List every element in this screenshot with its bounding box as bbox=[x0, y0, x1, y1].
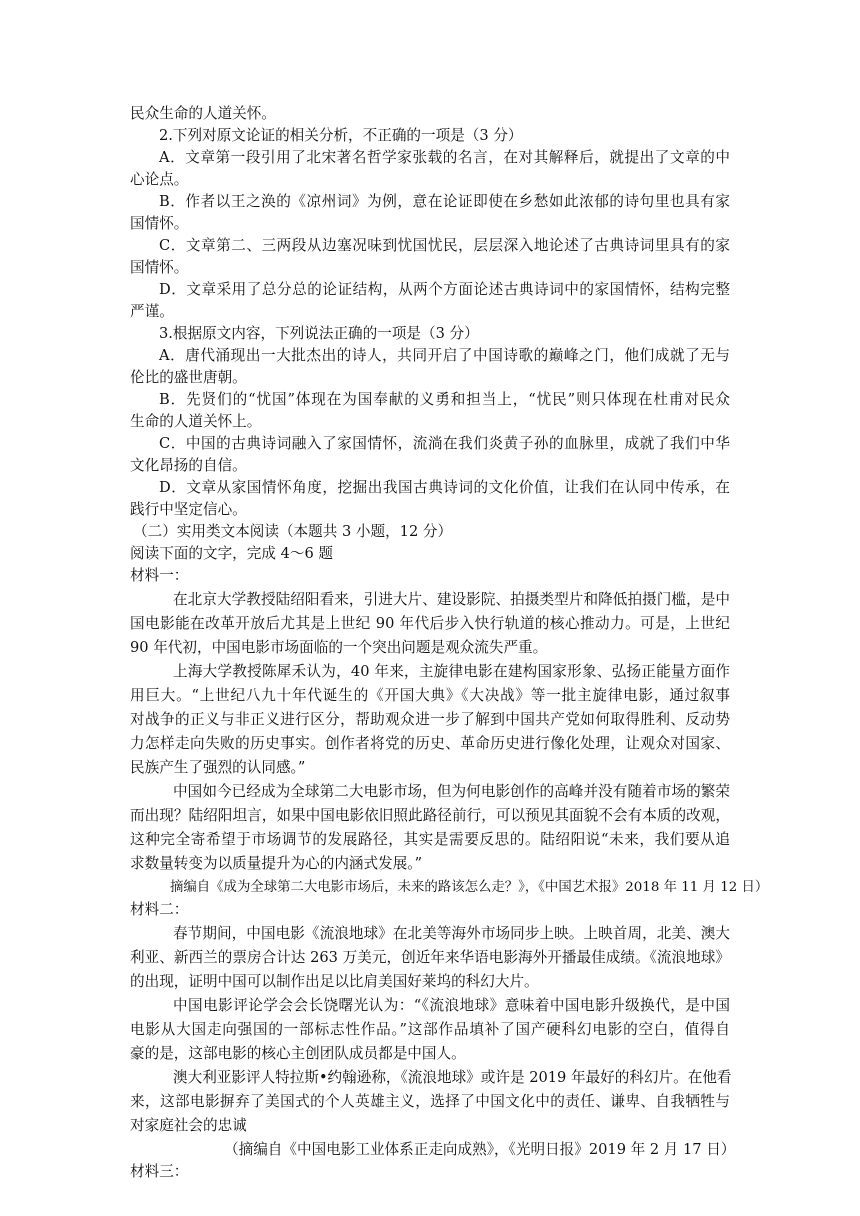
text-line: 生命的人道关怀上。 bbox=[130, 413, 262, 430]
text-line: 国情怀。 bbox=[130, 215, 189, 232]
option-3c: C．中国的古典诗词融入了家国情怀，流淌在我们炎黄子孙的血脉里，成就了我们中华 bbox=[159, 435, 730, 452]
paragraph-line: 中国电影评论学会会长饶曙光认为：“《流浪地球》意味着中国电影升级换代，是中国 bbox=[173, 997, 730, 1014]
option-3d: D．文章从家国情怀角度，挖掘出我国古典诗词的文化价值，让我们在认同中传承，在 bbox=[159, 479, 730, 496]
option-3b: B．先贤们的“忧国”体现在为国奉献的义勇和担当上，“忧民”则只体现在杜甫对民众 bbox=[159, 391, 730, 408]
option-2a: A．文章第一段引用了北宋著名哲学家张载的名言，在对其解释后，就提出了文章的中 bbox=[159, 149, 730, 166]
source-citation: 摘编自《成为全球第二大电影市场后，未来的路该怎么走？》，《中国艺术报》2018 年 11 月 12 日） bbox=[170, 880, 769, 895]
text-line: 文化昂扬的自信。 bbox=[130, 457, 247, 474]
paragraph-line: 民族产生了强烈的认同感。” bbox=[130, 759, 306, 776]
text-line: 严谨。 bbox=[130, 303, 174, 320]
option-2d: D．文章采用了总分总的论证结构，从两个方面论述古典诗词中的家国情怀，结构完整 bbox=[159, 281, 730, 298]
paragraph-line: 春节期间，中国电影《流浪地球》在北美等海外市场同步上映。上映首周，北美、澳大 bbox=[173, 925, 730, 942]
option-2c: C．文章第二、三两段从边塞况味到忧国忧民，层层深入地论述了古典诗词里具有的家 bbox=[159, 237, 730, 254]
source-citation: （摘编自《中国电影工业体系正走向成熟》，《光明日报》2019 年 2 月 17 日） bbox=[224, 1141, 736, 1158]
material-two-label: 材料二： bbox=[130, 901, 189, 918]
option-2b: B．作者以王之涣的《凉州词》为例，意在论证即使在乡愁如此浓郁的诗句里也具有家 bbox=[159, 193, 730, 210]
text-line: 伦比的盛世唐朝。 bbox=[130, 369, 247, 386]
paragraph-line: 国电影能在改革开放后尤其是上世纪 90 年代后步入快行轨道的核心推动力。可是，上世纪 bbox=[130, 615, 730, 632]
paragraph-line: 电影从大国走向强国的一部标志性作品。”这部作品填补了国产硬科幻电影的空白，值得自 bbox=[130, 1021, 730, 1038]
option-3a: A．唐代涌现出一大批杰出的诗人，共同开启了中国诗歌的巅峰之门，他们成就了无与 bbox=[159, 347, 730, 364]
material-three-label: 材料三： bbox=[130, 1163, 189, 1180]
paragraph-line: 对家庭社会的忠诚 bbox=[130, 1117, 247, 1134]
paragraph-line: 的出现，证明中国可以制作出足以比肩美国好莱坞的科幻大片。 bbox=[130, 973, 539, 990]
paragraph-line: 在北京大学教授陆绍阳看来，引进大片、建设影院、拍摄类型片和降低拍摄门槛，是中 bbox=[173, 591, 730, 608]
paragraph-line: 90 年代初，中国电影市场面临的一个突出问题是观众流失严重。 bbox=[130, 639, 548, 656]
paragraph-line: 力怎样走向失败的历史事实。创作者将党的历史、革命历史进行像化处理，让观众对国家、 bbox=[130, 735, 730, 752]
text-line: 民众生命的人道关怀。 bbox=[130, 105, 276, 122]
paragraph-line: 对战争的正义与非正义进行区分，帮助观众进一步了解到中国共产党如何取得胜利、反动势 bbox=[130, 711, 730, 728]
question-2: 2.下列对原文论证的相关分析，不正确的一项是（3 分） bbox=[159, 127, 523, 144]
paragraph-line: 澳大利亚影评人特拉斯•约翰逊称，《流浪地球》或许是 2019 年最好的科幻片。在他看 bbox=[173, 1069, 732, 1086]
section-heading: （二）实用类文本阅读（本题共 3 小题，12 分） bbox=[133, 523, 453, 540]
instruction: 阅读下面的文字，完成 4～6 题 bbox=[130, 545, 333, 562]
paragraph-line: 上海大学教授陈犀禾认为，40 年来，主旋律电影在建构国家形象、弘扬正能量方面作 bbox=[173, 663, 730, 680]
paragraph-line: 来，这部电影摒弃了美国式的个人英雄主义，选择了中国文化中的责任、谦卑、自我牺牲与 bbox=[130, 1093, 730, 1110]
paragraph-line: 利亚、新西兰的票房合计达 263 万美元，创近年来华语电影海外开播最佳成绩。《流浪地球》 bbox=[130, 949, 730, 966]
text-line: 国情怀。 bbox=[130, 259, 189, 276]
paragraph-line: 豪的是，这部电影的核心主创团队成员都是中国人。 bbox=[130, 1045, 466, 1062]
question-3: 3.根据原文内容，下列说法正确的一项是（3 分） bbox=[159, 325, 479, 342]
paragraph-line: 这种完全寄希望于市场调节的发展路径，其实是需要反思的。陆绍阳说“未来，我们要从追 bbox=[130, 831, 730, 848]
paragraph-line: 而出现？陆绍阳坦言，如果中国电影依旧照此路径前行，可以预见其面貌不会有本质的改观， bbox=[130, 807, 730, 824]
material-one-label: 材料一： bbox=[130, 567, 189, 584]
paragraph-line: 求数量转变为以质量提升为心的内涵式发展。” bbox=[130, 855, 423, 872]
text-line: 心论点。 bbox=[130, 171, 189, 188]
paragraph-line: 中国如今已经成为全球第二大电影市场，但为何电影创作的高峰并没有随着市场的繁荣 bbox=[173, 783, 730, 800]
paragraph-line: 用巨大。“上世纪八九十年代诞生的《开国大典》《大决战》等一批主旋律电影，通过叙事 bbox=[130, 687, 730, 704]
text-line: 践行中坚定信心。 bbox=[130, 501, 247, 518]
